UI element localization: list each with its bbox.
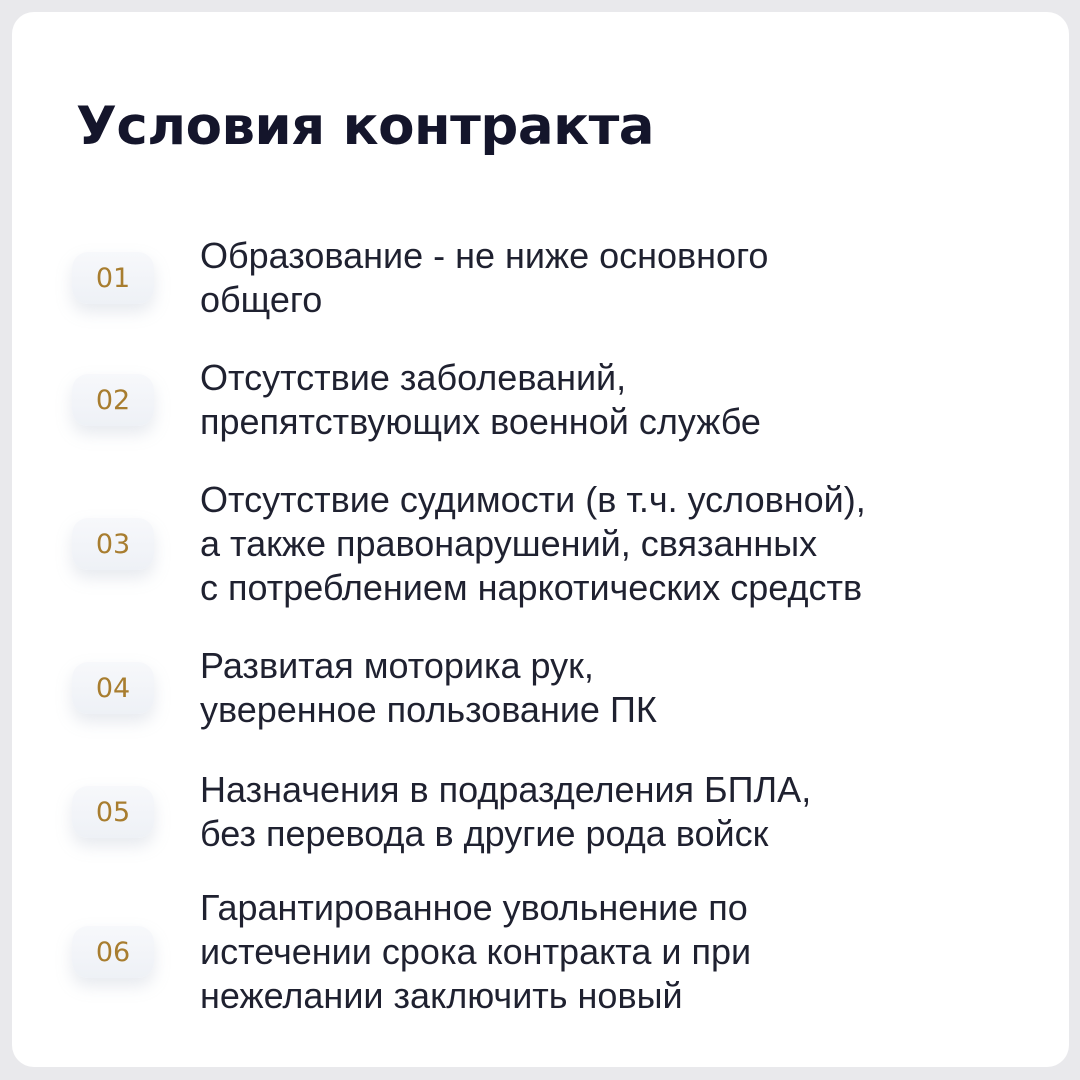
item-text-line: с потреблением наркотических средств bbox=[200, 567, 863, 608]
item-text-line: уверенное пользование ПК bbox=[200, 689, 657, 730]
list-item-05 bbox=[72, 768, 1062, 856]
item-text bbox=[200, 478, 866, 610]
item-text-line: Назначения в подразделения БПЛА, bbox=[200, 769, 812, 810]
number-badge: 06 bbox=[72, 926, 154, 978]
number-badge: 02 bbox=[72, 374, 154, 426]
page-title: Условия контракта bbox=[76, 96, 655, 157]
number-badge: 05 bbox=[72, 786, 154, 838]
item-text-line: Отсутствие судимости (в т.ч. условной), bbox=[200, 479, 866, 520]
item-text-line: истечении срока контракта и при bbox=[200, 931, 752, 972]
list-item-02 bbox=[72, 356, 1062, 444]
number-badge: 01 bbox=[72, 252, 154, 304]
item-text-line: а также правонарушений, связанных bbox=[200, 523, 818, 564]
number-badge: 04 bbox=[72, 662, 154, 714]
list-item-03 bbox=[72, 478, 1062, 610]
item-text bbox=[200, 768, 811, 856]
item-text-line: общего bbox=[200, 279, 323, 320]
list-item-04 bbox=[72, 644, 1062, 732]
item-text-line: без перевода в другие рода войск bbox=[200, 813, 769, 854]
item-text-line: препятствующих военной службе bbox=[200, 401, 761, 442]
item-text-line: нежелании заключить новый bbox=[200, 975, 683, 1016]
item-text bbox=[200, 886, 751, 1018]
item-text bbox=[200, 234, 768, 322]
item-text-line: Отсутствие заболеваний, bbox=[200, 357, 627, 398]
item-text-line: Гарантированное увольнение по bbox=[200, 887, 748, 928]
number-badge: 03 bbox=[72, 518, 154, 570]
item-text-line: Образование - не ниже основного bbox=[200, 235, 769, 276]
conditions-card bbox=[12, 12, 1069, 1067]
item-text bbox=[200, 644, 657, 732]
list-item-01 bbox=[72, 234, 1062, 322]
item-text bbox=[200, 356, 761, 444]
list-item-06 bbox=[72, 886, 1062, 1018]
item-text-line: Развитая моторика рук, bbox=[200, 645, 594, 686]
